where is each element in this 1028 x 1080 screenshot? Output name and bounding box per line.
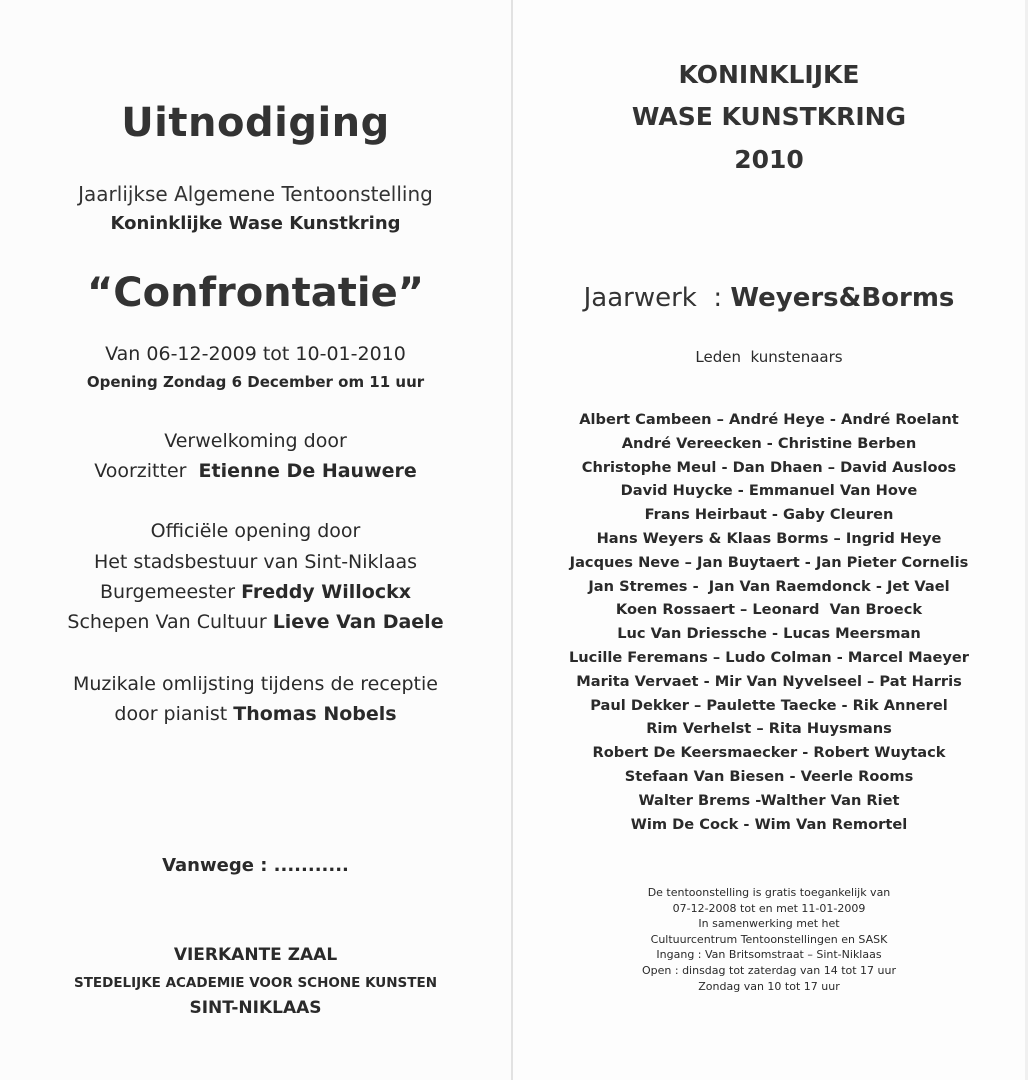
mayor-name: Freddy Willockx — [241, 581, 412, 603]
list-item: Marita Vervaet - Mir Van Nyvelseel – Pat Harris — [576, 672, 962, 690]
list-item: Jan Stremes - Jan Van Raemdonck - Jet Vael — [588, 577, 950, 595]
list-item: André Vereecken - Christine Berben — [621, 434, 917, 452]
list-item: Christophe Meul - Dan Dhaen – David Ausloos — [581, 458, 957, 476]
mayor-line — [0, 581, 511, 603]
pianist-name: Thomas Nobels — [233, 703, 397, 725]
welcome-line: Verwelkoming door — [164, 430, 347, 452]
list-item: Paul Dekker – Paulette Taecke - Rik Annerel — [590, 696, 948, 714]
info-line: Ingang : Van Britsomstraat – Sint-Niklaas — [656, 948, 882, 962]
info-line: Zondag van 10 tot 17 uur — [698, 979, 840, 993]
exhibition-dates: Van 06-12-2009 tot 10-01-2010 — [105, 343, 406, 365]
pianist-prefix: door pianist — [114, 703, 228, 725]
list-item: Stefaan Van Biesen - Veerle Rooms — [624, 767, 914, 785]
organization-name: Koninklijke Wase Kunstkring — [110, 213, 401, 234]
opening-time: Opening Zondag 6 December om 11 uur — [86, 373, 425, 391]
list-item: Rim Verhelst – Rita Huysmans — [646, 720, 892, 738]
city-council-line: Het stadsbestuur van Sint-Niklaas — [93, 551, 418, 573]
list-item: Jacques Neve – Jan Buytaert - Jan Pieter Cornelis — [569, 553, 969, 571]
invitation-left-panel — [0, 0, 511, 1080]
annual-work-label: Jaarwerk : — [583, 283, 731, 313]
welcome-chair — [0, 460, 511, 482]
info-line: 07-12-2008 tot en met 11-01-2009 — [672, 901, 866, 915]
heading-line-1: KONINKLIJKE — [678, 60, 860, 89]
list-item: Walter Brems -Walther Van Riet — [638, 791, 900, 809]
invitation-title: Uitnodiging — [121, 100, 390, 146]
members-list — [513, 408, 1025, 836]
list-item: Lucille Feremans – Ludo Colman - Marcel Maeyer — [568, 648, 969, 666]
list-item: Robert De Keersmaecker - Robert Wuytack — [592, 744, 946, 762]
annual-work-value: Weyers&Borms — [730, 283, 955, 313]
info-right-panel — [513, 0, 1025, 1080]
alderman-line — [0, 611, 511, 633]
list-item: Albert Cambeen – André Heye - André Roelant — [579, 411, 959, 428]
list-item: Koen Rossaert – Leonard Van Broeck — [615, 601, 923, 619]
info-line: De tentoonstelling is gratis toegankelijk van — [647, 886, 891, 899]
list-item: David Huycke - Emmanuel Van Hove — [620, 482, 918, 500]
info-line: Open : dinsdag tot zaterdag van 14 tot 17 uur — [641, 963, 897, 977]
members-label: Leden kunstenaars — [695, 348, 843, 366]
list-item: Frans Heirbaut - Gaby Cleuren — [644, 506, 894, 524]
list-item: Hans Weyers & Klaas Borms – Ingrid Heye — [596, 529, 942, 547]
chair-role: Voorzitter — [94, 460, 187, 482]
alderman-role: Schepen Van Cultuur — [67, 611, 267, 633]
alderman-name: Lieve Van Daele — [272, 611, 444, 633]
list-item: Luc Van Driessche - Lucas Meersman — [617, 625, 921, 643]
exhibition-name: “Confrontatie” — [86, 270, 425, 316]
venue-city: SINT-NIKLAAS — [189, 998, 322, 1018]
heading-line-2: WASE KUNSTKRING — [631, 102, 907, 131]
chair-name: Etienne De Hauwere — [198, 460, 417, 482]
on-behalf-line: Vanwege : ........... — [162, 855, 349, 876]
info-line: Cultuurcentrum Tentoonstellingen en SASK — [650, 932, 888, 946]
practical-info — [513, 885, 1025, 994]
list-item: Wim De Cock - Wim Van Remortel — [630, 815, 908, 833]
annual-work — [513, 283, 1025, 313]
mayor-role: Burgemeester — [99, 581, 236, 603]
exhibition-subtitle: Jaarlijkse Algemene Tentoonstelling — [78, 182, 433, 206]
info-line: In samenwerking met het — [698, 917, 840, 931]
venue-academy: STEDELIJKE ACADEMIE VOOR SCHONE KUNSTEN — [73, 975, 438, 991]
venue-hall: VIERKANTE ZAAL — [173, 945, 338, 965]
heading-year: 2010 — [734, 145, 804, 174]
music-line: Muzikale omlijsting tijdens de receptie — [73, 673, 438, 695]
official-opening-line: Officiële opening door — [150, 520, 361, 542]
pianist-line — [0, 703, 511, 725]
